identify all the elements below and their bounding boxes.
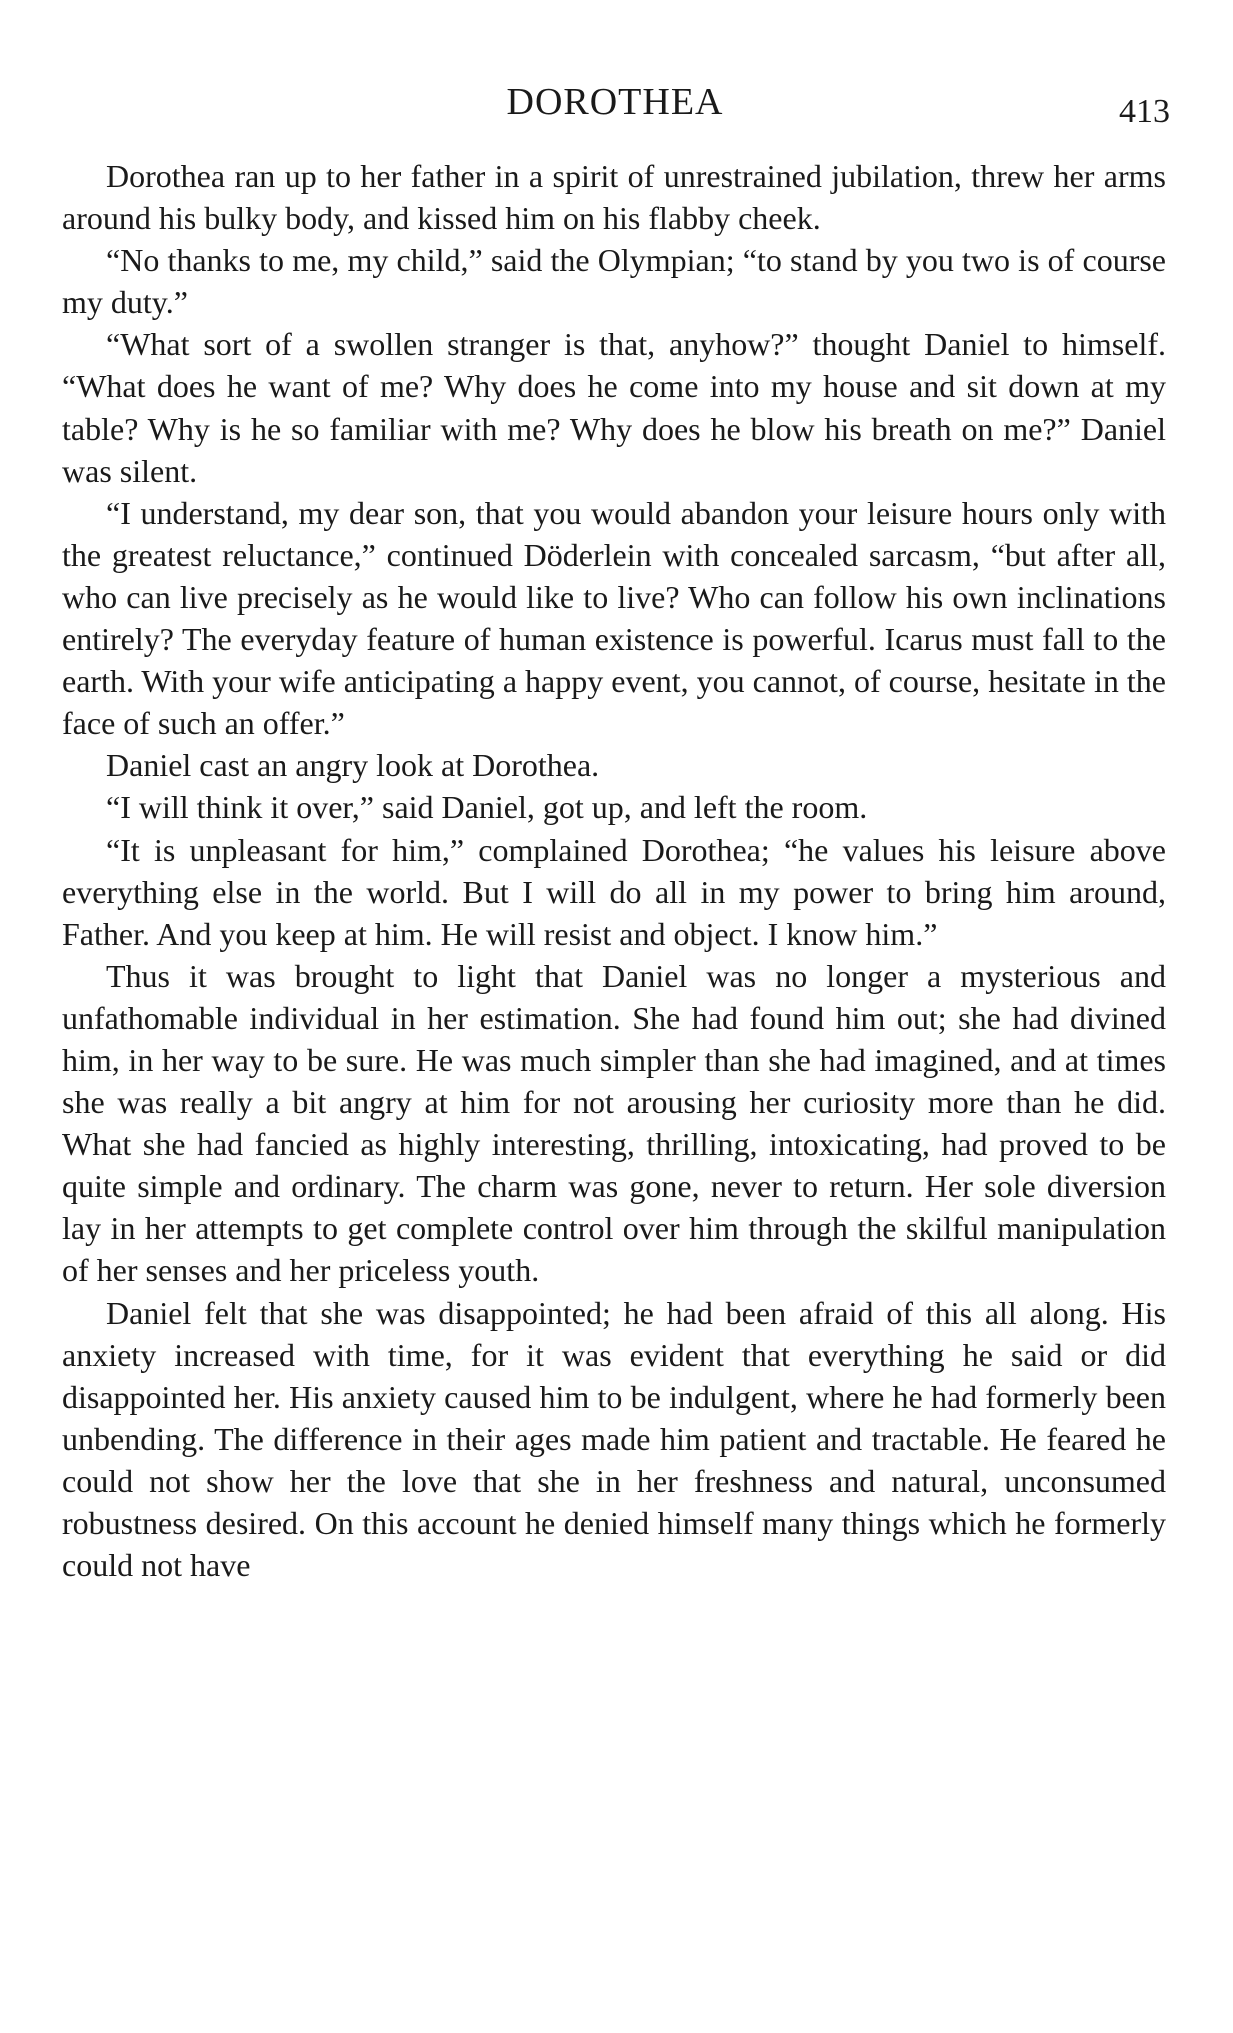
paragraph: “I understand, my dear son, that you would abandon your leisure hours only with the greatest reluctance,” continued Döderlein with concealed sarcasm, “but after all, who can live precisely as he would like to live? Who can follow his own inclinations entirely? The everyday feature of human existence is powerful. Icarus must fall to the earth. With your wife anticipating a happy event, you cannot, of course, hesitate in the face of such an offer.” bbox=[62, 494, 1166, 742]
paragraph: Daniel cast an angry look at Dorothea. bbox=[106, 747, 600, 784]
paragraph: Thus it was brought to light that Daniel was no longer a mysterious and unfathomable individual in her estimation. She had found him out; she had divined him, in her way to be sure. He was much simpler than she had imagined, and at times she was really a bit angry at him for not arousing her curiosity more than he did. What she had fancied as highly interesting, thrilling, intoxicating, had proved to be quite simple and ordinary. The charm was gone, never to return. Her sole diversion lay in her attempts to get complete control over him through the skilful manipulation of her senses and her priceless youth. bbox=[62, 957, 1166, 1289]
paragraph: “It is unpleasant for him,” complained Dorothea; “he values his leisure above everything else in the world. But I will do all in my power to bring him around, Father. And you keep at him. He will resist and object. I know him.” bbox=[62, 831, 1166, 952]
running-title: DOROTHEA bbox=[506, 81, 724, 123]
paragraph: Daniel felt that she was disappointed; he had been afraid of this all along. His anxiety increased with time, for it was evident that everything he said or did disappointed her. His anxiety caused him to be indulgent, where he had formerly been unbending. The difference in their ages made him patient and tractable. He feared he could not show her the love that she in her freshness and natural, unconsumed robustness desired. On this account he denied himself many things which he formerly could not have bbox=[62, 1294, 1166, 1584]
paragraph: Dorothea ran up to her father in a spirit of unrestrained jubilation, threw her arms around his bulky body, and kissed him on his flabby cheek. bbox=[62, 158, 1166, 237]
body-text bbox=[62, 155, 1166, 1586]
page-number: 413 bbox=[1119, 93, 1170, 130]
paragraph: “What sort of a swollen stranger is that, anyhow?” thought Daniel to himself. “What does he want of me? Why does he come into my house and sit down at my table? Why is he so familiar with me? Why does he blow his breath on me?” Daniel was silent. bbox=[62, 326, 1166, 489]
paragraph: “I will think it over,” said Daniel, got up, and left the room. bbox=[106, 789, 868, 826]
running-head bbox=[60, 72, 1170, 132]
paragraph: “No thanks to me, my child,” said the Olympian; “to stand by you two is of course my duty.” bbox=[62, 242, 1166, 321]
